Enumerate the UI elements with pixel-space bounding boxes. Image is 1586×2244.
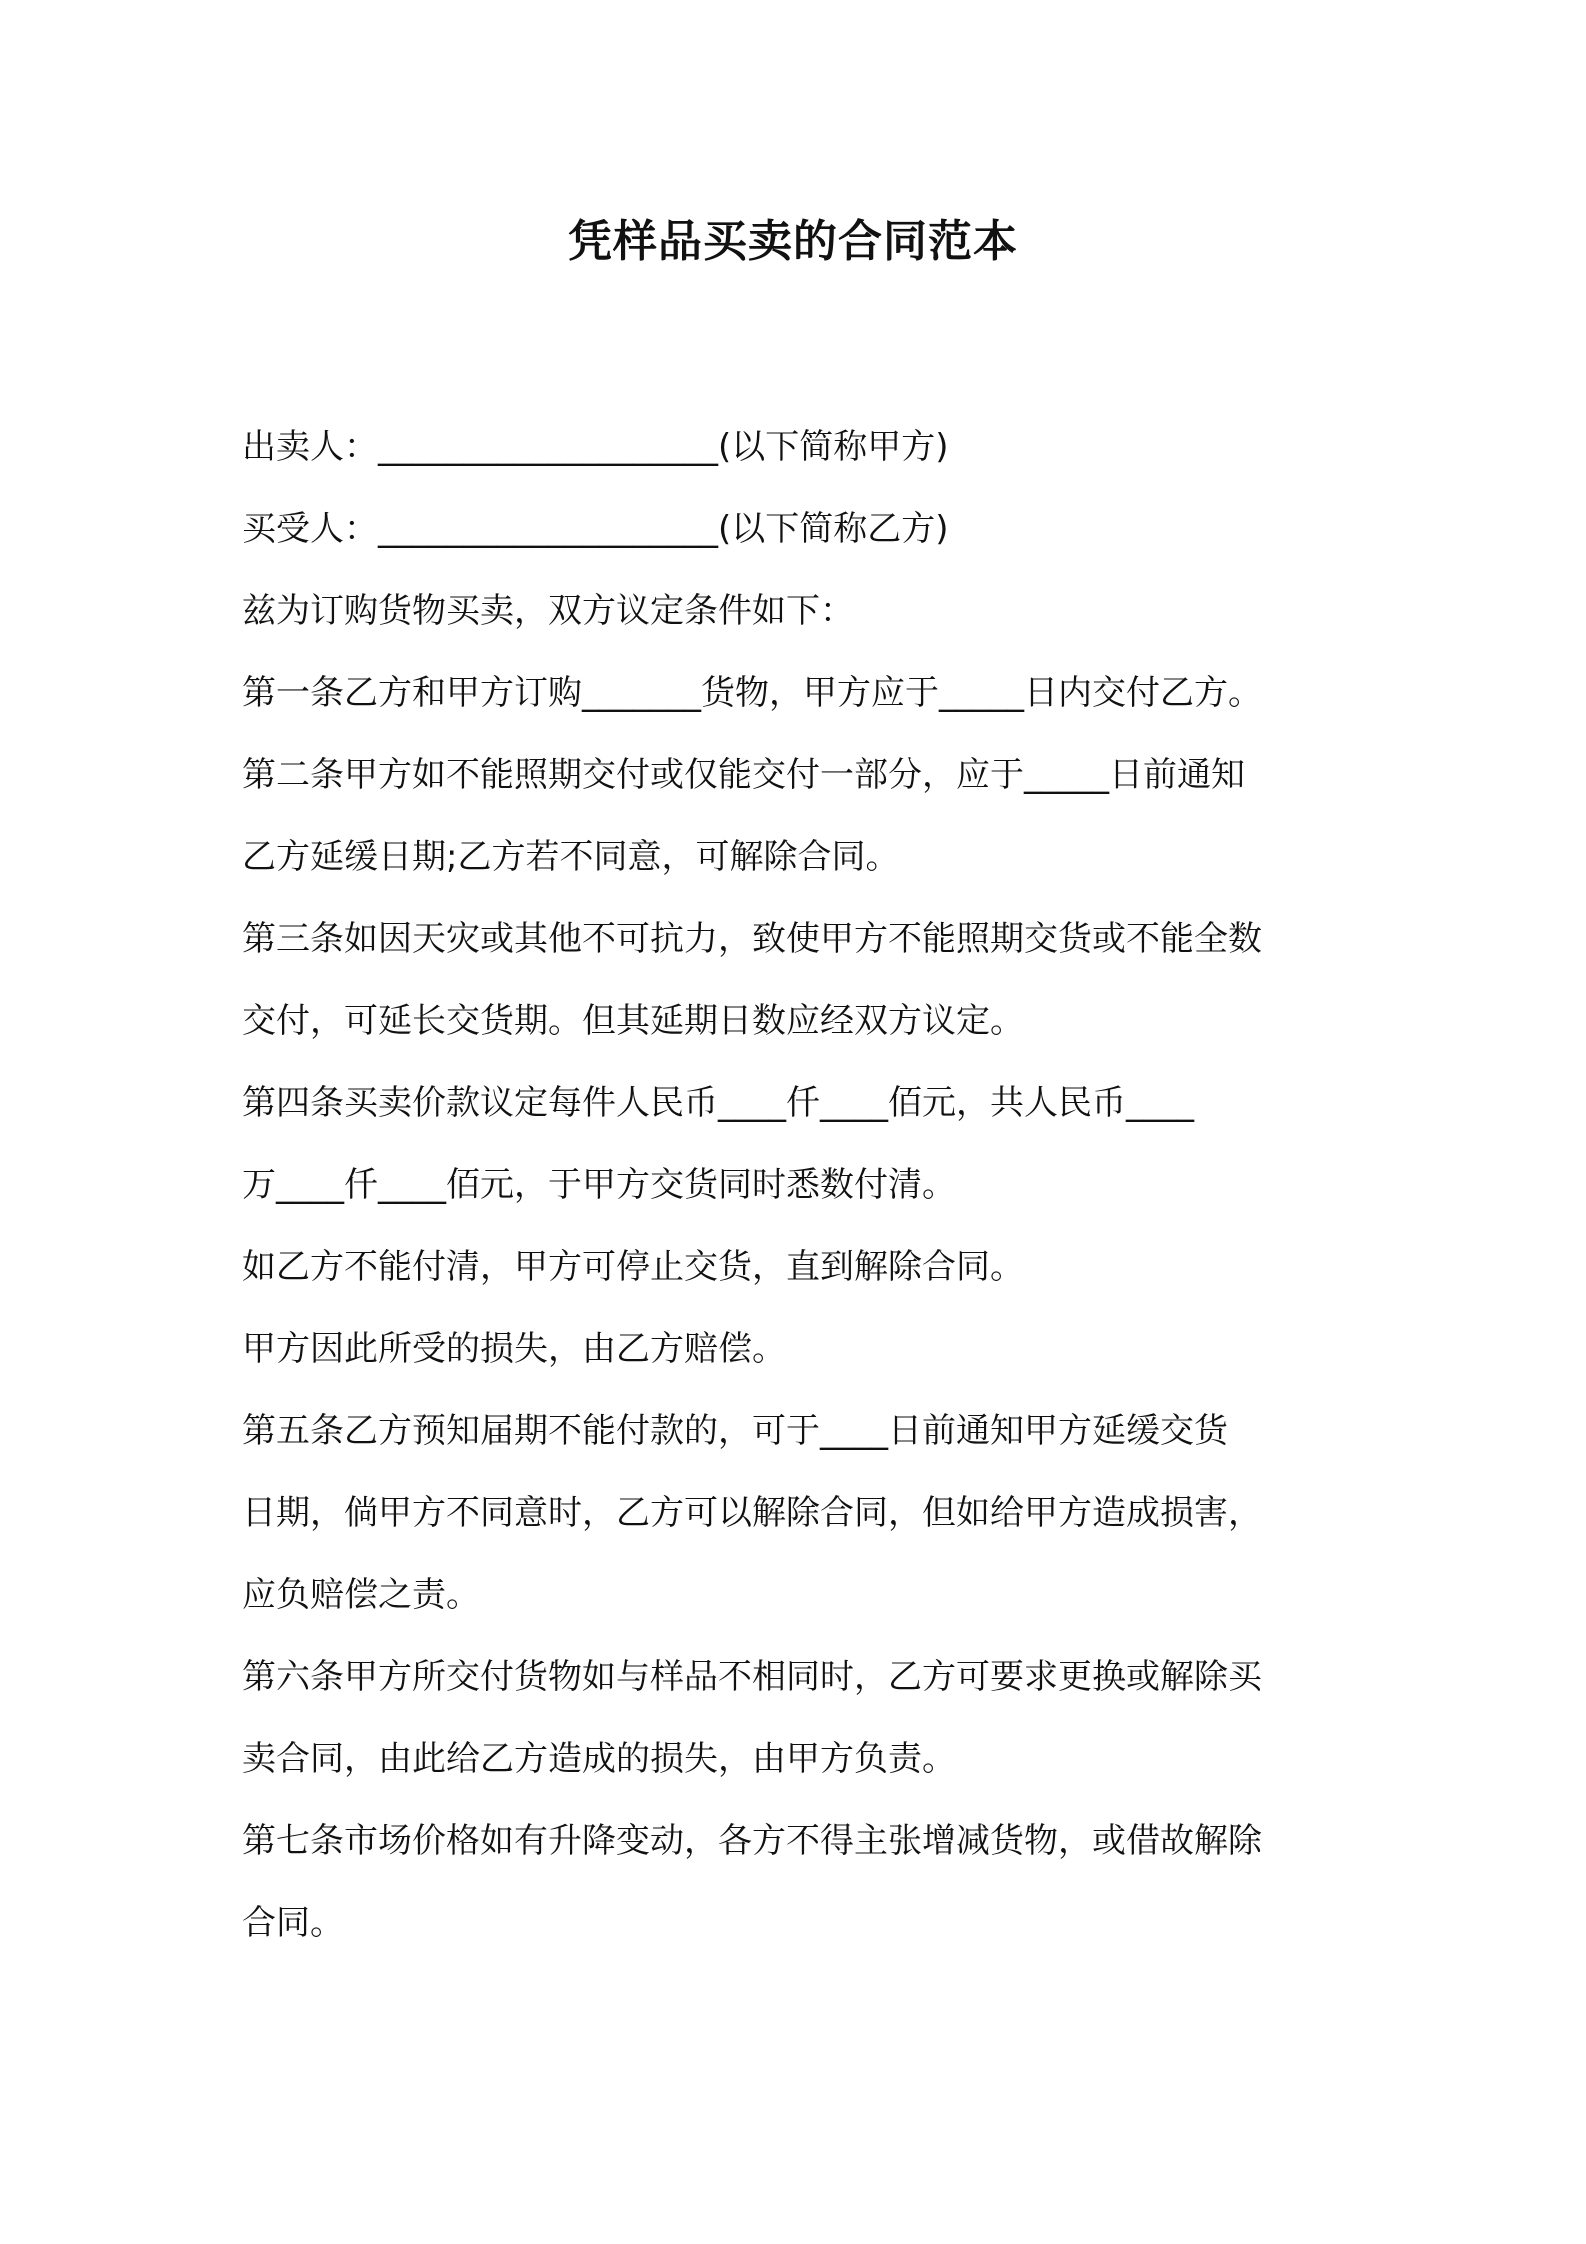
intro-line: 兹为订购货物买卖，双方议定条件如下：	[242, 591, 854, 631]
article-4-line-4: 甲方因此所受的损失，由乙方赔偿。	[242, 1329, 786, 1369]
article-3-line-2: 交付，可延长交货期。但其延期日数应经双方议定。	[242, 1001, 1024, 1041]
article-5-line-2: 日期，倘甲方不同意时，乙方可以解除合同，但如给甲方造成损害，	[242, 1493, 1262, 1533]
article-2-line-1: 第二条甲方如不能照期交付或仅能交付一部分，应于_____日前通知	[242, 755, 1245, 795]
article-1-line: 第一条乙方和甲方订购_______货物，甲方应于_____日内交付乙方。	[242, 673, 1262, 713]
article-6-line-1: 第六条甲方所交付货物如与样品不相同时，乙方可要求更换或解除买	[242, 1657, 1262, 1697]
article-4-line-1: 第四条买卖价款议定每件人民币____仟____佰元，共人民币____	[242, 1083, 1194, 1123]
document-title: 凭样品买卖的合同范本	[568, 216, 1018, 267]
article-4-line-2: 万____仟____佰元，于甲方交货同时悉数付清。	[242, 1165, 956, 1205]
document-body	[242, 406, 1402, 1964]
article-5-line-1: 第五条乙方预知届期不能付款的，可于____日前通知甲方延缓交货	[242, 1411, 1228, 1451]
buyer-line: 买受人：____________________(以下简称乙方)	[242, 509, 949, 549]
article-4-line-3: 如乙方不能付清，甲方可停止交货，直到解除合同。	[242, 1247, 1024, 1287]
article-3-line-1: 第三条如因天灾或其他不可抗力，致使甲方不能照期交货或不能全数	[242, 919, 1262, 959]
article-6-line-2: 卖合同，由此给乙方造成的损失，由甲方负责。	[242, 1739, 956, 1779]
article-2-line-2: 乙方延缓日期;乙方若不同意，可解除合同。	[242, 837, 900, 877]
article-7-line-1: 第七条市场价格如有升降变动，各方不得主张增减货物，或借故解除	[242, 1821, 1262, 1861]
article-7-line-2: 合同。	[242, 1903, 344, 1943]
article-5-line-3: 应负赔偿之责。	[242, 1575, 480, 1615]
seller-line: 出卖人：____________________(以下简称甲方)	[242, 427, 949, 467]
